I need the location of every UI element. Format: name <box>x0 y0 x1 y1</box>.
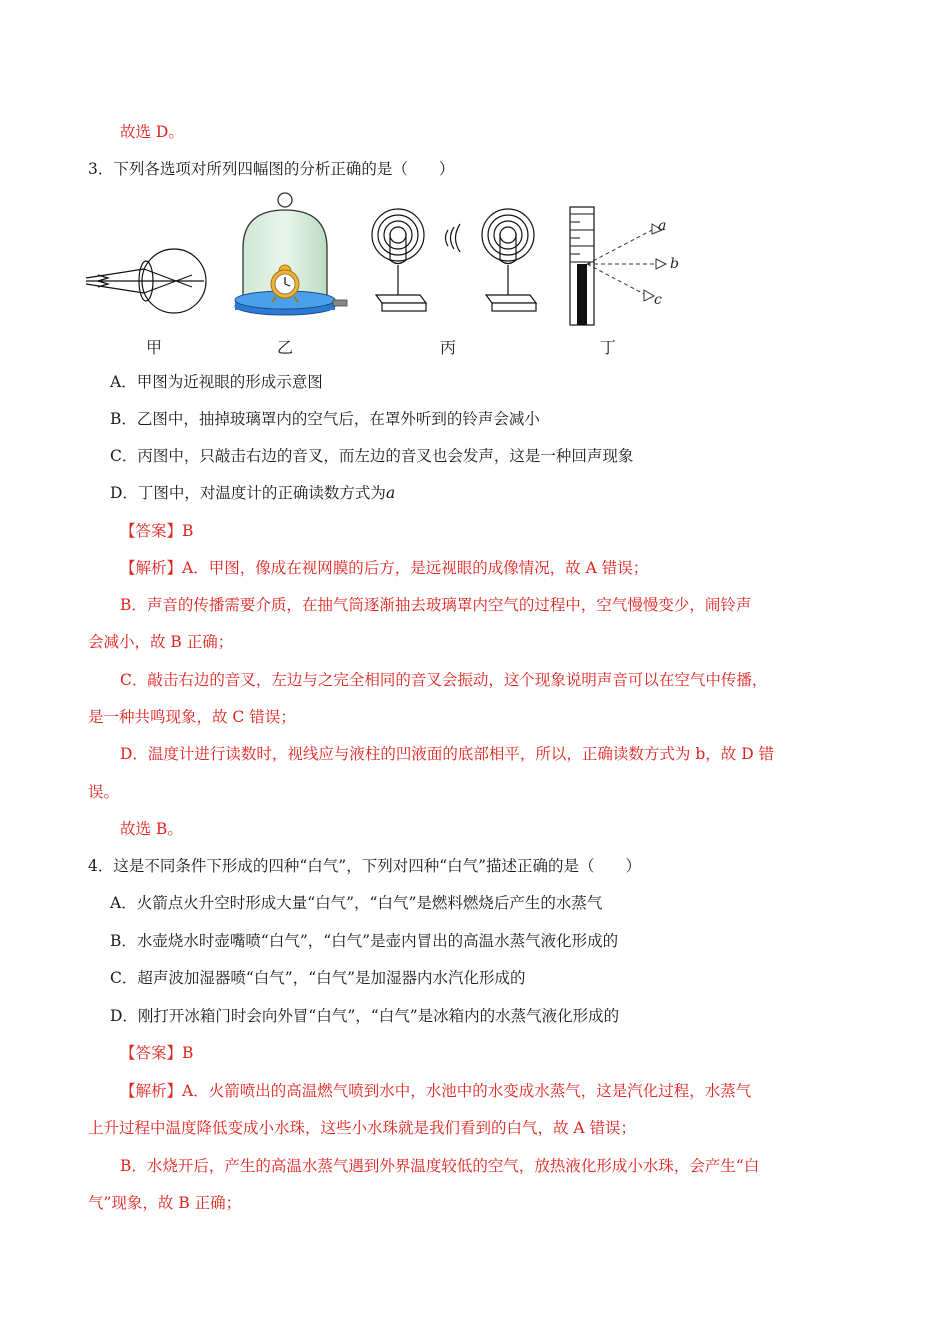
q3-option-d-text: D．丁图中，对温度计的正确读数方式为 <box>110 484 386 502</box>
q4-analysis-line1: 【解析】A．火箭喷出的高温燃气喷到水中，水池中的水变成水蒸气，这是汽化过程，水蒸气 <box>120 1082 752 1100</box>
q3-analysis-line4: C．敲击右边的音叉，左边与之完全相同的音叉会振动，这个现象说明声音可以在空气中传播， <box>120 671 768 689</box>
caption-yi: 乙 <box>277 338 294 357</box>
figure-yi-bell-jar <box>228 188 358 328</box>
q3-analysis-line6: D．温度计进行读数时，视线应与液柱的凹液面的底部相平，所以，正确读数方式为 b，故 D 错 <box>120 745 775 763</box>
label-b: b <box>670 256 679 272</box>
q4-analysis-line3: B．水烧开后，产生的高温水蒸气遇到外界温度较低的空气，放热液化形成小水珠，会产生“白 <box>120 1157 760 1175</box>
q3-analysis-line3: 会减小，故 B 正确； <box>88 633 234 651</box>
q3-analysis-line2: B．声音的传播需要介质，在抽气筒逐渐抽去玻璃罩内空气的过程中，空气慢慢变少，闹铃声 <box>120 596 752 614</box>
q4-option-c: C．超声波加湿器喷“白气”，“白气”是加湿器内水汽化形成的 <box>110 969 526 987</box>
q4-option-d: D．刚打开冰箱门时会向外冒“白气”，“白气”是冰箱内的水蒸气液化形成的 <box>110 1007 620 1025</box>
q4-analysis-line2: 上升过程中温度降低变成小水珠，这些小水珠就是我们看到的白气，故 A 错误； <box>88 1119 637 1137</box>
q2-conclusion: 故选 D。 <box>120 123 184 141</box>
q4-option-a: A．火箭点火升空时形成大量“白气”，“白气”是燃料燃烧后产生的水蒸气 <box>110 894 603 912</box>
caption-bing: 丙 <box>440 338 457 357</box>
q3-option-a: A．甲图为近视眼的形成示意图 <box>110 373 323 391</box>
q4-stem: 4．这是不同条件下形成的四种“白气”，下列对四种“白气”描述正确的是（ ） <box>88 857 642 875</box>
caption-ding: 丁 <box>600 338 617 357</box>
q4-answer: 【答案】B <box>120 1044 194 1062</box>
q4-option-b: B．水壶烧水时壶嘴喷“白气”，“白气”是壶内冒出的高温水蒸气液化形成的 <box>110 932 619 950</box>
caption-jia: 甲 <box>146 338 163 357</box>
figure-bing-tuning-forks <box>368 205 548 320</box>
q3-option-d <box>110 483 395 503</box>
q3-analysis-line5: 是一种共鸣现象，故 C 错误； <box>88 708 296 726</box>
q3-stem: 3．下列各选项对所列四幅图的分析正确的是（ ） <box>88 160 455 178</box>
figure-jia-eye-diagram <box>84 245 214 320</box>
q3-conclusion: 故选 B。 <box>120 820 183 838</box>
q3-option-d-var: a <box>385 484 396 502</box>
figure-ding-thermometer <box>562 204 702 328</box>
label-c: c <box>654 292 662 308</box>
q3-option-b: B．乙图中，抽掉玻璃罩内的空气后，在罩外听到的铃声会减小 <box>110 410 540 428</box>
q3-answer: 【答案】B <box>120 522 194 540</box>
q3-analysis-line7: 误。 <box>88 783 120 801</box>
label-a: a <box>658 218 667 234</box>
q4-analysis-line4: 气”现象，故 B 正确； <box>88 1194 242 1212</box>
q3-analysis-line1: 【解析】A．甲图，像成在视网膜的后方，是远视眼的成像情况，故 A 错误； <box>120 559 649 577</box>
q3-option-c: C．丙图中，只敲击右边的音叉，而左边的音叉也会发声，这是一种回声现象 <box>110 447 634 465</box>
